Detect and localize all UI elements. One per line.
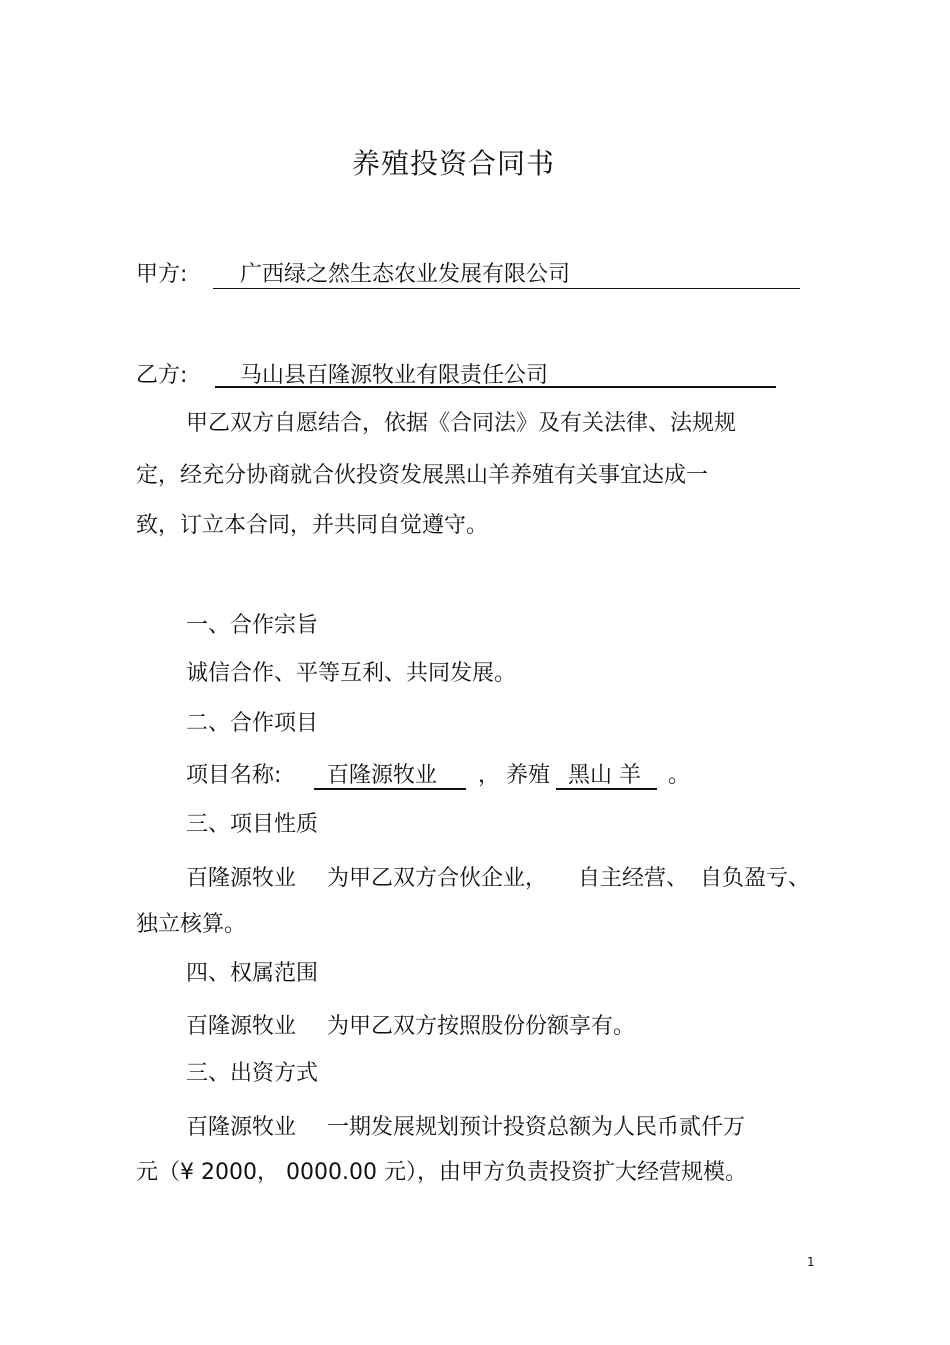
section-3-part-4: 自负盈亏、 — [700, 866, 811, 891]
party-a-underline — [213, 288, 800, 289]
section-5-line-2: 元（¥ 2000， 0000.00 元），由甲方负责投资扩大经营规模。 — [136, 1160, 747, 1185]
section-5-part-2: 一期发展规划预计投资总额为人民币贰仟万 — [327, 1115, 746, 1140]
section-1-heading: 一、合作宗旨 — [186, 613, 319, 638]
section-5-heading: 三、出资方式 — [186, 1061, 319, 1086]
intro-line-3: 致，订立本合同，并共同自觉遵守。 — [136, 513, 489, 538]
section-3-heading: 三、项目性质 — [186, 812, 319, 837]
section-1-body: 诚信合作、平等互利、共同发展。 — [186, 661, 517, 686]
section-3-part-2: 为甲乙双方合伙企业， — [327, 866, 548, 891]
party-a-label: 甲方: — [136, 262, 188, 287]
project-name-underline — [314, 788, 466, 790]
project-name-label: 项目名称: — [186, 763, 282, 788]
section-3-part-1: 百隆源牧业 — [186, 866, 297, 891]
intro-line-1: 甲乙双方自愿结合，依据《合同法》及有关法律、法规规 — [186, 411, 737, 436]
project-name-value: 百隆源牧业 — [327, 763, 438, 788]
party-a-name: 广西绿之然生态农业发展有限公司 — [240, 262, 571, 287]
section-3-part-3: 自主经营、 — [578, 866, 689, 891]
section-4-heading: 四、权属范围 — [186, 961, 319, 986]
section-5-part-1: 百隆源牧业 — [186, 1115, 297, 1140]
section-4-part-1: 百隆源牧业 — [186, 1014, 297, 1039]
party-b-underline — [215, 386, 776, 388]
section-2-heading: 二、合作项目 — [186, 711, 319, 736]
project-end-mark: 。 — [668, 763, 691, 788]
breed-label: 养殖 — [506, 763, 551, 788]
breed-value: 黑山 羊 — [568, 763, 641, 788]
document-title: 养殖投资合同书 — [352, 147, 556, 180]
section-4-part-2: 为甲乙双方按照股份份额享有。 — [327, 1014, 636, 1039]
page-number: 1 — [807, 1255, 815, 1269]
section-3-line-2: 独立核算。 — [136, 912, 247, 937]
project-comma: ， — [478, 763, 501, 788]
party-b-label: 乙方: — [136, 363, 188, 388]
party-b-name: 马山县百隆源牧业有限责任公司 — [240, 363, 549, 388]
breed-underline — [556, 788, 657, 790]
intro-line-2: 定，经充分协商就合伙投资发展黑山羊养殖有关事宜达成一 — [136, 463, 709, 488]
